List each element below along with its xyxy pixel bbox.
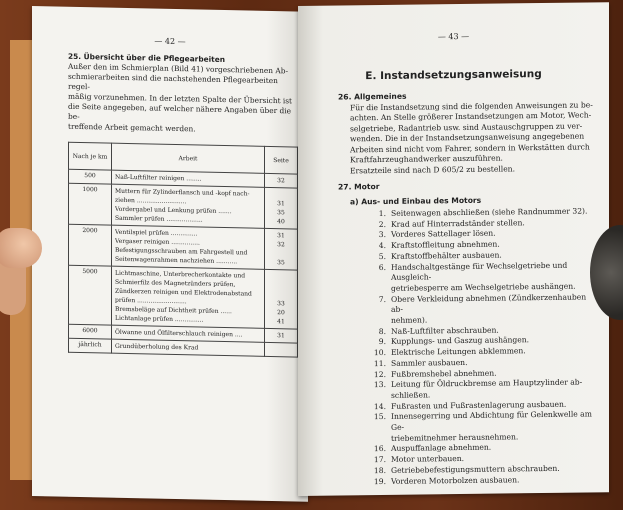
- row-work-line: Lichtmaschine, Unterbrecherkontakte und: [115, 269, 246, 280]
- section-27-title: 27. Motor: [338, 182, 380, 192]
- step-text: Innensegerring und Abdichtung für Gelenkwelle am Ge-: [391, 409, 592, 432]
- table-row: [69, 224, 298, 270]
- step-number: [368, 391, 386, 402]
- row-page-line: 32: [277, 241, 285, 249]
- section-26: [298, 89, 609, 208]
- step-text: Sammler ausbauen.: [391, 357, 468, 368]
- step-number: 5.: [378, 251, 386, 261]
- step-number: 12.: [373, 369, 386, 379]
- step-number: 16.: [373, 444, 386, 454]
- row-work-line: Vergaser reinigen ...............: [115, 237, 200, 247]
- section-27a-title: a) Aus- und Einbau des Motors: [350, 195, 482, 206]
- step-number: 14.: [373, 401, 386, 411]
- thumb-tip: [0, 228, 42, 268]
- step-number: 15.: [373, 412, 386, 422]
- step-item: [298, 410, 609, 435]
- step-text: Leitung für Öldruckbremse am Hauptzylinder ab-: [391, 377, 583, 390]
- chapter-title: E. Instandsetzungsanweisung: [365, 68, 542, 83]
- step-number: 19.: [373, 476, 386, 486]
- row-km: 500: [69, 169, 112, 184]
- section-text-line: treffende Arbeit gemacht werden.: [68, 121, 196, 134]
- row-page: [265, 187, 298, 229]
- section-text-line: mäßig vorzunehmen. In der letzten Spalte der Übersicht ist: [68, 91, 293, 106]
- row-work-line: Lichtanlage prüfen ...............: [115, 314, 204, 324]
- step-text: getriebesperre am Wechselgetriebe aushängen.: [391, 281, 576, 293]
- row-page-line: [268, 345, 294, 355]
- step-text: Kraftstoffbehälter ausbauen.: [391, 250, 502, 261]
- row-page-line: 35: [277, 259, 285, 267]
- table-row: [69, 183, 298, 229]
- step-number: 9.: [378, 337, 386, 347]
- step-number: 17.: [373, 455, 386, 465]
- step-number: 4.: [378, 241, 386, 251]
- step-text: Vorderen Motorbolzen ausbauen.: [391, 474, 520, 486]
- header-page: Seite: [265, 146, 298, 174]
- row-work-line: Grundüberholung des Krad: [115, 342, 199, 352]
- row-work-line: Zündkerzen reinigen und Elektrodenabstand: [115, 287, 252, 298]
- row-page-line: 20: [277, 309, 285, 317]
- maintenance-overview: [32, 51, 308, 137]
- step-number: 2.: [378, 219, 386, 229]
- step-number: [368, 316, 386, 327]
- step-number: [368, 284, 386, 295]
- row-work-line: Ölwanne und Ölfilterschlauch reinigen ....: [115, 328, 243, 339]
- section-26-line: Ersatzteile sind nach D 605/2 zu bestellen.: [350, 163, 515, 175]
- row-km: jährlich: [69, 338, 112, 353]
- row-work-line: Sammler prüfen ...................: [115, 214, 203, 224]
- section-text: [68, 62, 294, 137]
- row-work-line: Schmierfilz des Magnetzünders prüfen,: [115, 278, 236, 289]
- section-26-line: Kraftfahrzeughandwerker auszuführen.: [350, 153, 503, 165]
- step-item: [298, 292, 609, 317]
- row-page-line: 32: [277, 177, 285, 185]
- row-page-line: 31: [277, 332, 285, 340]
- step-number: 13.: [373, 380, 386, 390]
- row-page: [265, 228, 298, 270]
- step-number: 6.: [378, 262, 386, 272]
- section-26-line: wenden. Die in der Instandsetzungsanweisung angegebenen: [350, 131, 585, 144]
- row-work-line: Seitenwagenrahmen nachziehen ...........: [115, 255, 238, 266]
- row-work-line: Vordergabel und Lenkung prüfen .......: [115, 205, 232, 216]
- section-text-line: Außer den im Schmierplan (Bild 41) vorgeschriebenen Ab-: [68, 61, 288, 76]
- row-work: [112, 184, 265, 228]
- step-text: Kupplungs- und Gaszug aushängen.: [391, 335, 530, 347]
- step-text: Krad auf Hinterradständer stellen.: [391, 217, 525, 229]
- step-number: 1.: [378, 208, 386, 219]
- section-26-line: selgetriebe, Radantrieb usw. sind Austauschgruppen zu ver-: [350, 121, 583, 133]
- left-page: [32, 6, 308, 502]
- section-text-line: die Seite angegeben, auf welcher nähere Angaben über die be-: [68, 101, 291, 121]
- row-page-line: 31: [277, 200, 285, 208]
- section-26-text: [338, 100, 595, 177]
- row-work-line: Bremsbeläge auf Dichtheit prüfen ......: [115, 305, 232, 316]
- right-page-number: — 43 —: [437, 31, 470, 42]
- step-text: Seitenwagen abschließen (siehe Randnummer 32).: [391, 206, 588, 218]
- row-page-line: 31: [277, 232, 285, 240]
- step-text: Auspuffanlage abnehmen.: [391, 443, 492, 454]
- section-text-line: schmierarbeiten sind die nachstehenden Pflegearbeiten regel-: [68, 71, 278, 92]
- step-text: Fußbremshebel abnehmen.: [391, 368, 497, 379]
- step-text: Vorderes Sattellager lösen.: [391, 228, 496, 240]
- right-page: [298, 2, 609, 496]
- row-km: 5000: [69, 265, 112, 325]
- row-work: [112, 225, 265, 269]
- row-page: [265, 269, 298, 329]
- row-work-line: Befestigungsschrauben am Fahrgestell und: [115, 246, 248, 257]
- step-text: Handschaltgestänge für Wechselgetriebe und Ausgleich-: [391, 260, 568, 283]
- row-page-line: 41: [277, 318, 285, 326]
- step-number: [368, 434, 386, 445]
- section-26-line: Arbeiten sind nicht vom Fahrer, sondern in Werkstätten durch: [350, 141, 590, 154]
- step-text: Elektrische Leitungen abklemmen.: [391, 346, 526, 358]
- row-page: [265, 173, 298, 188]
- step-text: nehmen).: [391, 315, 428, 325]
- row-work-line: Naß-Luftfilter reinigen ........: [115, 173, 202, 183]
- step-number: 11.: [373, 358, 386, 368]
- row-work: [112, 339, 265, 356]
- row-km: 1000: [69, 183, 112, 225]
- step-text: Naß-Luftfilter abschrauben.: [391, 325, 499, 336]
- step-number: 18.: [373, 465, 386, 475]
- left-page-number: — 42 —: [154, 36, 186, 47]
- step-number: 10.: [373, 348, 386, 358]
- table-row: [69, 265, 298, 329]
- row-km: 6000: [69, 324, 112, 339]
- step-text: triebemitnehmer herausnehmen.: [391, 432, 519, 443]
- step-text: schließen.: [391, 390, 431, 400]
- section-26-title: 26. Allgemeines: [338, 91, 407, 102]
- step-number: 7.: [378, 294, 386, 304]
- row-work-line: ziehen ..........................: [115, 196, 187, 206]
- row-work: [112, 266, 265, 328]
- maintenance-table: [68, 142, 298, 358]
- steps-list: [298, 206, 609, 488]
- section-26-line: achten. An Stelle größerer Instandsetzungen am Motor, Wech-: [350, 110, 592, 123]
- open-book: [22, 6, 617, 502]
- row-page: [265, 328, 298, 343]
- step-text: Kraftstoffleitung abnehmen.: [391, 239, 500, 250]
- row-work-line: Ventilspiel prüfen ..............: [115, 228, 198, 238]
- row-page-line: 40: [277, 218, 285, 226]
- step-text: Obere Verkleidung abnehmen (Zündkerzenhauben ab-: [391, 292, 587, 315]
- row-page-line: 33: [277, 300, 285, 308]
- step-text: Fußrasten und Fußrastenlagerung ausbauen.: [391, 399, 567, 411]
- section-26-line: Für die Instandsetzung sind die folgenden Anweisungen zu be-: [350, 99, 593, 112]
- section-title: 25. Übersicht über die Pflegearbeiten: [68, 51, 225, 65]
- row-page: [265, 342, 298, 357]
- header-km: Nach je km: [69, 142, 112, 170]
- header-work: Arbeit: [112, 143, 265, 173]
- step-number: 3.: [378, 230, 386, 240]
- row-page-line: 35: [277, 209, 285, 217]
- row-work-line: Muttern für Zylinderflansch und -kopf nach-: [115, 187, 250, 198]
- step-text: Motor unterbauen.: [391, 454, 465, 465]
- step-text: Getriebebefestigungsmuttern abschrauben.: [391, 463, 560, 475]
- step-number: 8.: [378, 326, 386, 336]
- row-work-line: prüfen ..........................: [115, 296, 187, 306]
- row-km: 2000: [69, 224, 112, 266]
